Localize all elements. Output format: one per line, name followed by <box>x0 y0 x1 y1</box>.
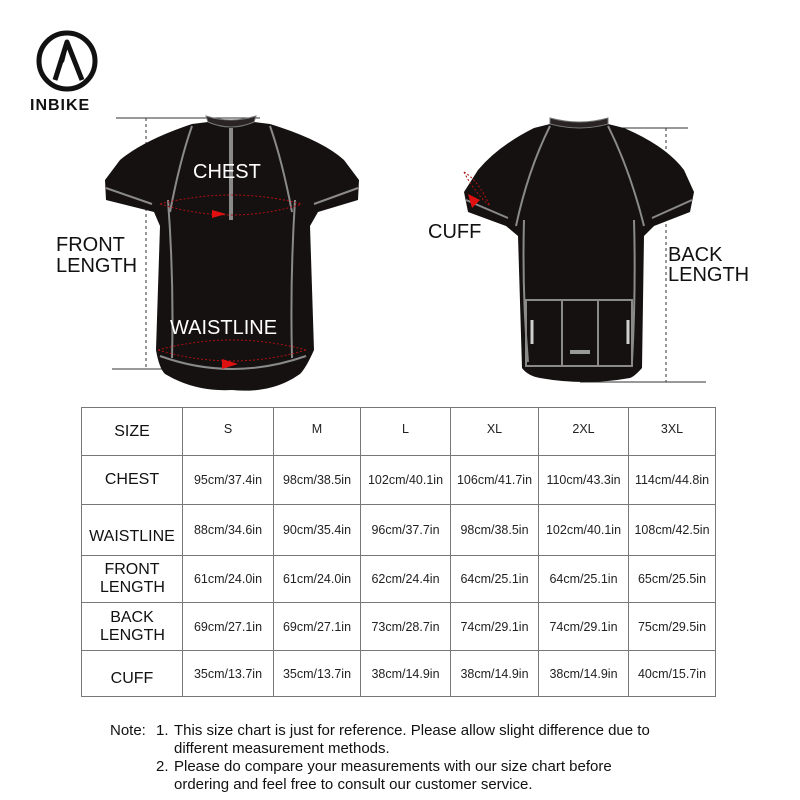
table-row-cuff <box>82 651 716 697</box>
row-label-front-length: FRONT LENGTH <box>82 556 183 603</box>
note-prefix: Note: <box>110 722 146 739</box>
table-cell: 95cm/37.4in <box>183 456 274 505</box>
table-cell: 35cm/13.7in <box>274 651 361 697</box>
row-label-chest: CHEST <box>82 456 183 505</box>
note-text: ordering and feel free to consult our customer service. <box>174 776 533 793</box>
table-cell: 102cm/40.1in <box>539 505 629 556</box>
note-1-line1 <box>110 722 750 740</box>
table-header-row <box>82 408 716 456</box>
table-row-back-length <box>82 603 716 651</box>
table-cell: 114cm/44.8in <box>629 456 716 505</box>
waistline-label: WAISTLINE <box>170 317 278 339</box>
table-cell: 64cm/25.1in <box>451 556 539 603</box>
back-length-label-line2: LENGTH <box>668 264 750 286</box>
size-2xl-header: 2XL <box>539 408 629 456</box>
note-1-line2 <box>110 740 750 758</box>
table-cell: 38cm/14.9in <box>451 651 539 697</box>
front-length-label-line1: FRONT <box>56 234 125 256</box>
table-cell: 69cm/27.1in <box>183 603 274 651</box>
note-2-line2 <box>110 776 750 794</box>
note-number: 1. <box>156 722 169 739</box>
front-jersey-illustration <box>100 100 380 400</box>
table-cell: 75cm/29.5in <box>629 603 716 651</box>
table-cell: 106cm/41.7in <box>451 456 539 505</box>
size-l-header: L <box>361 408 451 456</box>
table-cell: 35cm/13.7in <box>183 651 274 697</box>
table-cell: 90cm/35.4in <box>274 505 361 556</box>
table-cell: 38cm/14.9in <box>539 651 629 697</box>
table-cell: 40cm/15.7in <box>629 651 716 697</box>
note-text: different measurement methods. <box>174 740 390 757</box>
table-cell: 69cm/27.1in <box>274 603 361 651</box>
row-label-waistline: WAISTLINE <box>82 505 183 556</box>
size-s-header: S <box>183 408 274 456</box>
row-label-cuff: CUFF <box>82 651 183 697</box>
inbike-logo-icon <box>34 28 100 94</box>
table-cell: 73cm/28.7in <box>361 603 451 651</box>
chest-label: CHEST <box>193 161 261 183</box>
table-cell: 61cm/24.0in <box>274 556 361 603</box>
brand-name: INBIKE <box>30 97 91 114</box>
row-label-back-length: BACK LENGTH <box>82 603 183 651</box>
notes-section <box>110 722 750 794</box>
table-cell: 65cm/25.5in <box>629 556 716 603</box>
size-header-cell: SIZE <box>82 408 183 456</box>
back-length-label-line1: BACK <box>668 244 723 266</box>
note-number: 2. <box>156 758 169 775</box>
front-length-label-line2: LENGTH <box>56 255 138 277</box>
table-cell: 38cm/14.9in <box>361 651 451 697</box>
note-text: Please do compare your measurements with our size chart before <box>174 758 612 775</box>
table-row-waistline <box>82 505 716 556</box>
size-chart-table <box>81 407 716 697</box>
size-m-header: M <box>274 408 361 456</box>
table-cell: 61cm/24.0in <box>183 556 274 603</box>
table-cell: 64cm/25.1in <box>539 556 629 603</box>
table-cell: 108cm/42.5in <box>629 505 716 556</box>
note-2-line1 <box>110 758 750 776</box>
note-text: This size chart is just for reference. Please allow slight difference due to <box>174 722 650 739</box>
table-cell: 98cm/38.5in <box>451 505 539 556</box>
table-cell: 110cm/43.3in <box>539 456 629 505</box>
size-xl-header: XL <box>451 408 539 456</box>
table-cell: 88cm/34.6in <box>183 505 274 556</box>
table-cell: 96cm/37.7in <box>361 505 451 556</box>
table-row-chest <box>82 456 716 505</box>
table-cell: 74cm/29.1in <box>451 603 539 651</box>
table-cell: 98cm/38.5in <box>274 456 361 505</box>
size-3xl-header: 3XL <box>629 408 716 456</box>
table-cell: 102cm/40.1in <box>361 456 451 505</box>
table-row-front-length <box>82 556 716 603</box>
cuff-label: CUFF <box>428 221 482 243</box>
table-cell: 62cm/24.4in <box>361 556 451 603</box>
table-cell: 74cm/29.1in <box>539 603 629 651</box>
